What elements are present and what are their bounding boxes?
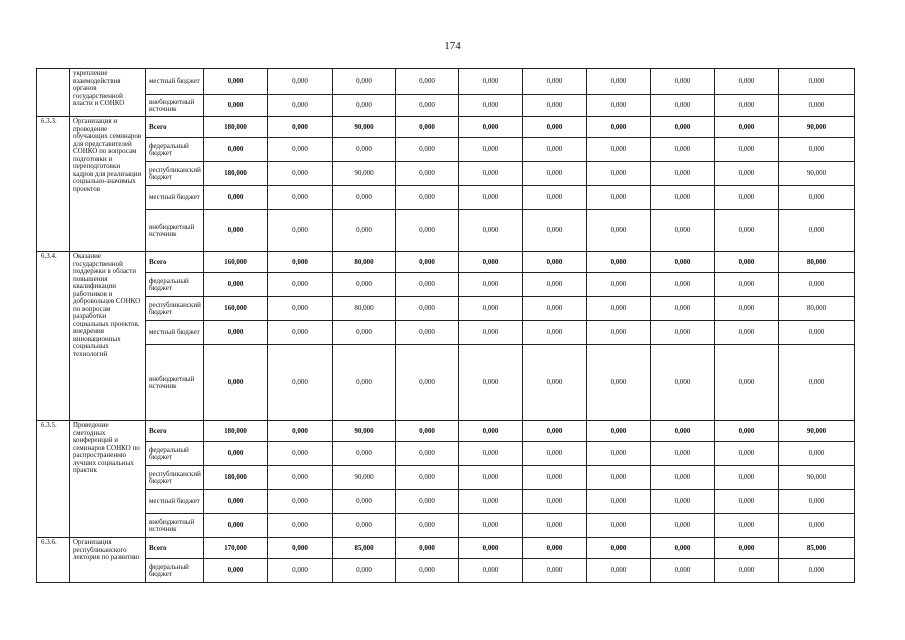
table-row xyxy=(37,490,855,514)
funding-source: внебюджетный источник xyxy=(146,95,204,117)
amount-cell: 0,000 xyxy=(779,210,855,252)
amount-cell: 0,000 xyxy=(396,442,459,466)
amount-cell: 0,000 xyxy=(715,538,779,559)
amount-cell: 0,000 xyxy=(651,210,715,252)
amount-cell: 0,000 xyxy=(651,321,715,345)
amount-cell: 0,000 xyxy=(459,559,523,583)
amount-cell: 0,000 xyxy=(333,138,396,162)
item-code: 6.3.5. xyxy=(37,421,70,538)
amount-cell: 0,000 xyxy=(587,421,651,442)
amount-cell: 0,000 xyxy=(459,538,523,559)
amount-cell: 0,000 xyxy=(459,466,523,490)
amount-cell: 0,000 xyxy=(268,297,333,321)
amount-cell: 0,000 xyxy=(651,490,715,514)
amount-cell: 0,000 xyxy=(268,538,333,559)
amount-cell: 0,000 xyxy=(268,117,333,138)
amount-cell: 0,000 xyxy=(268,273,333,297)
amount-cell: 0,000 xyxy=(523,321,587,345)
amount-cell: 0,000 xyxy=(523,538,587,559)
amount-cell: 0,000 xyxy=(651,138,715,162)
amount-cell: 0,000 xyxy=(204,186,268,210)
table-row xyxy=(37,95,855,117)
amount-cell: 90,000 xyxy=(333,466,396,490)
amount-cell: 0,000 xyxy=(587,138,651,162)
amount-cell: 160,000 xyxy=(204,297,268,321)
amount-cell: 0,000 xyxy=(587,514,651,538)
amount-cell: 0,000 xyxy=(268,345,333,421)
item-name: Организация республиканского лектория по развитию xyxy=(70,538,146,583)
amount-cell: 0,000 xyxy=(204,210,268,252)
amount-cell: 0,000 xyxy=(715,421,779,442)
funding-source: внебюджетный источник xyxy=(146,345,204,421)
amount-cell: 0,000 xyxy=(587,466,651,490)
amount-cell: 0,000 xyxy=(204,321,268,345)
amount-cell: 80,000 xyxy=(779,297,855,321)
amount-cell: 180,000 xyxy=(204,117,268,138)
amount-cell: 0,000 xyxy=(268,514,333,538)
amount-cell: 0,000 xyxy=(333,321,396,345)
item-code: 6.3.6. xyxy=(37,538,70,583)
amount-cell: 0,000 xyxy=(396,69,459,95)
amount-cell: 0,000 xyxy=(396,186,459,210)
amount-cell: 0,000 xyxy=(587,345,651,421)
item-name: укрепление взаимодействия органов государственной власти и СОНКО xyxy=(70,69,146,117)
amount-cell: 0,000 xyxy=(651,117,715,138)
funding-source: местный бюджет xyxy=(146,490,204,514)
amount-cell: 0,000 xyxy=(333,345,396,421)
amount-cell: 0,000 xyxy=(396,95,459,117)
funding-source: Всего xyxy=(146,252,204,273)
table-row xyxy=(37,117,855,138)
amount-cell: 0,000 xyxy=(333,273,396,297)
table-row xyxy=(37,442,855,466)
amount-cell: 0,000 xyxy=(779,186,855,210)
amount-cell: 0,000 xyxy=(396,345,459,421)
funding-source: федеральный бюджет xyxy=(146,273,204,297)
amount-cell: 0,000 xyxy=(779,442,855,466)
amount-cell: 0,000 xyxy=(268,69,333,95)
amount-cell: 0,000 xyxy=(333,186,396,210)
amount-cell: 0,000 xyxy=(523,117,587,138)
amount-cell: 0,000 xyxy=(333,559,396,583)
amount-cell: 0,000 xyxy=(396,538,459,559)
amount-cell: 0,000 xyxy=(587,117,651,138)
amount-cell: 0,000 xyxy=(715,514,779,538)
amount-cell: 0,000 xyxy=(715,138,779,162)
budget-table xyxy=(36,68,855,583)
amount-cell: 0,000 xyxy=(523,162,587,186)
amount-cell: 0,000 xyxy=(651,466,715,490)
amount-cell: 0,000 xyxy=(396,252,459,273)
amount-cell: 0,000 xyxy=(523,252,587,273)
amount-cell: 0,000 xyxy=(587,273,651,297)
table-row xyxy=(37,69,855,95)
amount-cell: 0,000 xyxy=(523,186,587,210)
amount-cell: 0,000 xyxy=(523,345,587,421)
amount-cell: 0,000 xyxy=(523,69,587,95)
amount-cell: 160,000 xyxy=(204,252,268,273)
amount-cell: 0,000 xyxy=(651,442,715,466)
amount-cell: 0,000 xyxy=(204,559,268,583)
amount-cell: 0,000 xyxy=(779,69,855,95)
amount-cell: 90,000 xyxy=(779,421,855,442)
amount-cell: 0,000 xyxy=(204,442,268,466)
amount-cell: 0,000 xyxy=(587,442,651,466)
amount-cell: 0,000 xyxy=(779,559,855,583)
amount-cell: 0,000 xyxy=(459,442,523,466)
amount-cell: 0,000 xyxy=(651,186,715,210)
amount-cell: 0,000 xyxy=(459,297,523,321)
amount-cell: 0,000 xyxy=(715,252,779,273)
amount-cell: 0,000 xyxy=(651,69,715,95)
funding-source: Всего xyxy=(146,538,204,559)
amount-cell: 0,000 xyxy=(396,559,459,583)
amount-cell: 0,000 xyxy=(715,186,779,210)
table-row xyxy=(37,345,855,421)
funding-source: Всего xyxy=(146,117,204,138)
amount-cell: 0,000 xyxy=(523,514,587,538)
amount-cell: 0,000 xyxy=(459,345,523,421)
amount-cell: 0,000 xyxy=(268,162,333,186)
table-row xyxy=(37,538,855,559)
amount-cell: 0,000 xyxy=(651,559,715,583)
table-row xyxy=(37,210,855,252)
amount-cell: 0,000 xyxy=(651,252,715,273)
item-name: Оказание государственной поддержки в области повышения квалификации работников и добровольцев СОНКО по вопросам разработки социальных проектов, внедрения инновационных социальных технологий xyxy=(70,252,146,421)
amount-cell: 90,000 xyxy=(779,466,855,490)
amount-cell: 0,000 xyxy=(396,297,459,321)
amount-cell: 0,000 xyxy=(715,95,779,117)
amount-cell: 0,000 xyxy=(587,538,651,559)
amount-cell: 0,000 xyxy=(333,69,396,95)
amount-cell: 0,000 xyxy=(459,95,523,117)
funding-source: федеральный бюджет xyxy=(146,442,204,466)
table-row xyxy=(37,421,855,442)
amount-cell: 0,000 xyxy=(587,321,651,345)
amount-cell: 170,000 xyxy=(204,538,268,559)
amount-cell: 0,000 xyxy=(779,514,855,538)
amount-cell: 0,000 xyxy=(459,69,523,95)
page-number: 174 xyxy=(444,40,461,52)
amount-cell: 0,000 xyxy=(587,210,651,252)
amount-cell: 90,000 xyxy=(779,162,855,186)
funding-source: республиканский бюджет xyxy=(146,466,204,490)
amount-cell: 0,000 xyxy=(651,273,715,297)
amount-cell: 0,000 xyxy=(779,273,855,297)
amount-cell: 0,000 xyxy=(715,321,779,345)
amount-cell: 0,000 xyxy=(523,210,587,252)
funding-source: местный бюджет xyxy=(146,69,204,95)
amount-cell: 180,000 xyxy=(204,421,268,442)
amount-cell: 0,000 xyxy=(396,514,459,538)
amount-cell: 0,000 xyxy=(587,490,651,514)
amount-cell: 0,000 xyxy=(333,490,396,514)
amount-cell: 0,000 xyxy=(523,297,587,321)
amount-cell: 0,000 xyxy=(651,95,715,117)
amount-cell: 0,000 xyxy=(715,490,779,514)
table-row xyxy=(37,273,855,297)
table-row xyxy=(37,297,855,321)
amount-cell: 0,000 xyxy=(459,186,523,210)
funding-source: федеральный бюджет xyxy=(146,138,204,162)
amount-cell: 0,000 xyxy=(779,345,855,421)
amount-cell: 0,000 xyxy=(523,95,587,117)
amount-cell: 0,000 xyxy=(396,117,459,138)
amount-cell: 0,000 xyxy=(333,95,396,117)
amount-cell: 0,000 xyxy=(715,69,779,95)
amount-cell: 0,000 xyxy=(268,421,333,442)
amount-cell: 0,000 xyxy=(715,162,779,186)
table-row xyxy=(37,186,855,210)
item-code: 6.3.3. xyxy=(37,117,70,252)
amount-cell: 0,000 xyxy=(204,345,268,421)
amount-cell: 0,000 xyxy=(715,297,779,321)
amount-cell: 0,000 xyxy=(396,138,459,162)
funding-source: внебюджетный источник xyxy=(146,514,204,538)
amount-cell: 90,000 xyxy=(333,162,396,186)
item-name: Организация и проведение обучающих семинаров для представителей СОНКО по вопросам подготовки и переподготовки кадров для реализации социально-значимых проектов xyxy=(70,117,146,252)
amount-cell: 0,000 xyxy=(779,138,855,162)
table-row xyxy=(37,138,855,162)
amount-cell: 0,000 xyxy=(268,186,333,210)
amount-cell: 0,000 xyxy=(715,466,779,490)
amount-cell: 80,000 xyxy=(779,252,855,273)
amount-cell: 90,000 xyxy=(779,117,855,138)
amount-cell: 0,000 xyxy=(587,186,651,210)
amount-cell: 0,000 xyxy=(204,95,268,117)
amount-cell: 0,000 xyxy=(268,490,333,514)
funding-source: местный бюджет xyxy=(146,186,204,210)
amount-cell: 0,000 xyxy=(587,162,651,186)
amount-cell: 0,000 xyxy=(268,210,333,252)
amount-cell: 0,000 xyxy=(396,321,459,345)
amount-cell: 0,000 xyxy=(459,138,523,162)
amount-cell: 0,000 xyxy=(459,514,523,538)
table-row xyxy=(37,162,855,186)
amount-cell: 0,000 xyxy=(459,321,523,345)
amount-cell: 90,000 xyxy=(333,421,396,442)
amount-cell: 0,000 xyxy=(523,138,587,162)
item-code: 6.3.4. xyxy=(37,252,70,421)
item-code xyxy=(37,69,70,117)
amount-cell: 0,000 xyxy=(459,273,523,297)
amount-cell: 0,000 xyxy=(523,490,587,514)
amount-cell: 0,000 xyxy=(204,273,268,297)
amount-cell: 0,000 xyxy=(651,162,715,186)
item-name: Проведение сметодных конференций и семинаров СОНКО по распространению лучших социальных практик xyxy=(70,421,146,538)
amount-cell: 0,000 xyxy=(651,514,715,538)
amount-cell: 0,000 xyxy=(459,117,523,138)
amount-cell: 0,000 xyxy=(268,442,333,466)
amount-cell: 0,000 xyxy=(268,138,333,162)
amount-cell: 85,000 xyxy=(333,538,396,559)
amount-cell: 0,000 xyxy=(587,297,651,321)
amount-cell: 0,000 xyxy=(779,95,855,117)
table-row xyxy=(37,559,855,583)
amount-cell: 0,000 xyxy=(779,321,855,345)
amount-cell: 0,000 xyxy=(204,490,268,514)
amount-cell: 0,000 xyxy=(396,162,459,186)
amount-cell: 0,000 xyxy=(651,421,715,442)
amount-cell: 0,000 xyxy=(587,69,651,95)
amount-cell: 0,000 xyxy=(268,559,333,583)
amount-cell: 0,000 xyxy=(459,210,523,252)
amount-cell: 0,000 xyxy=(396,421,459,442)
amount-cell: 0,000 xyxy=(587,252,651,273)
amount-cell: 0,000 xyxy=(396,466,459,490)
amount-cell: 0,000 xyxy=(715,442,779,466)
amount-cell: 0,000 xyxy=(459,252,523,273)
amount-cell: 0,000 xyxy=(715,345,779,421)
amount-cell: 80,000 xyxy=(333,252,396,273)
amount-cell: 180,000 xyxy=(204,466,268,490)
amount-cell: 0,000 xyxy=(715,559,779,583)
amount-cell: 0,000 xyxy=(459,162,523,186)
table-row xyxy=(37,321,855,345)
amount-cell: 0,000 xyxy=(396,490,459,514)
amount-cell: 0,000 xyxy=(396,273,459,297)
amount-cell: 0,000 xyxy=(523,442,587,466)
amount-cell: 0,000 xyxy=(204,138,268,162)
funding-source: внебюджетный источник xyxy=(146,210,204,252)
table-row xyxy=(37,514,855,538)
amount-cell: 85,000 xyxy=(779,538,855,559)
amount-cell: 180,000 xyxy=(204,162,268,186)
funding-source: федеральный бюджет xyxy=(146,559,204,583)
table-row xyxy=(37,252,855,273)
amount-cell: 0,000 xyxy=(396,210,459,252)
amount-cell: 0,000 xyxy=(204,69,268,95)
amount-cell: 0,000 xyxy=(651,345,715,421)
amount-cell: 0,000 xyxy=(715,210,779,252)
amount-cell: 0,000 xyxy=(523,421,587,442)
amount-cell: 0,000 xyxy=(587,559,651,583)
amount-cell: 90,000 xyxy=(333,117,396,138)
funding-source: местный бюджет xyxy=(146,321,204,345)
amount-cell: 0,000 xyxy=(651,297,715,321)
amount-cell: 80,000 xyxy=(333,297,396,321)
amount-cell: 0,000 xyxy=(715,273,779,297)
amount-cell: 0,000 xyxy=(268,252,333,273)
amount-cell: 0,000 xyxy=(459,490,523,514)
amount-cell: 0,000 xyxy=(268,321,333,345)
amount-cell: 0,000 xyxy=(333,210,396,252)
amount-cell: 0,000 xyxy=(523,466,587,490)
amount-cell: 0,000 xyxy=(268,466,333,490)
amount-cell: 0,000 xyxy=(651,538,715,559)
funding-source: республиканский бюджет xyxy=(146,297,204,321)
funding-source: республиканский бюджет xyxy=(146,162,204,186)
amount-cell: 0,000 xyxy=(587,95,651,117)
amount-cell: 0,000 xyxy=(779,490,855,514)
funding-source: Всего xyxy=(146,421,204,442)
amount-cell: 0,000 xyxy=(459,421,523,442)
amount-cell: 0,000 xyxy=(523,273,587,297)
amount-cell: 0,000 xyxy=(715,117,779,138)
amount-cell: 0,000 xyxy=(333,442,396,466)
amount-cell: 0,000 xyxy=(268,95,333,117)
amount-cell: 0,000 xyxy=(204,514,268,538)
table-row xyxy=(37,466,855,490)
amount-cell: 0,000 xyxy=(333,514,396,538)
amount-cell: 0,000 xyxy=(523,559,587,583)
